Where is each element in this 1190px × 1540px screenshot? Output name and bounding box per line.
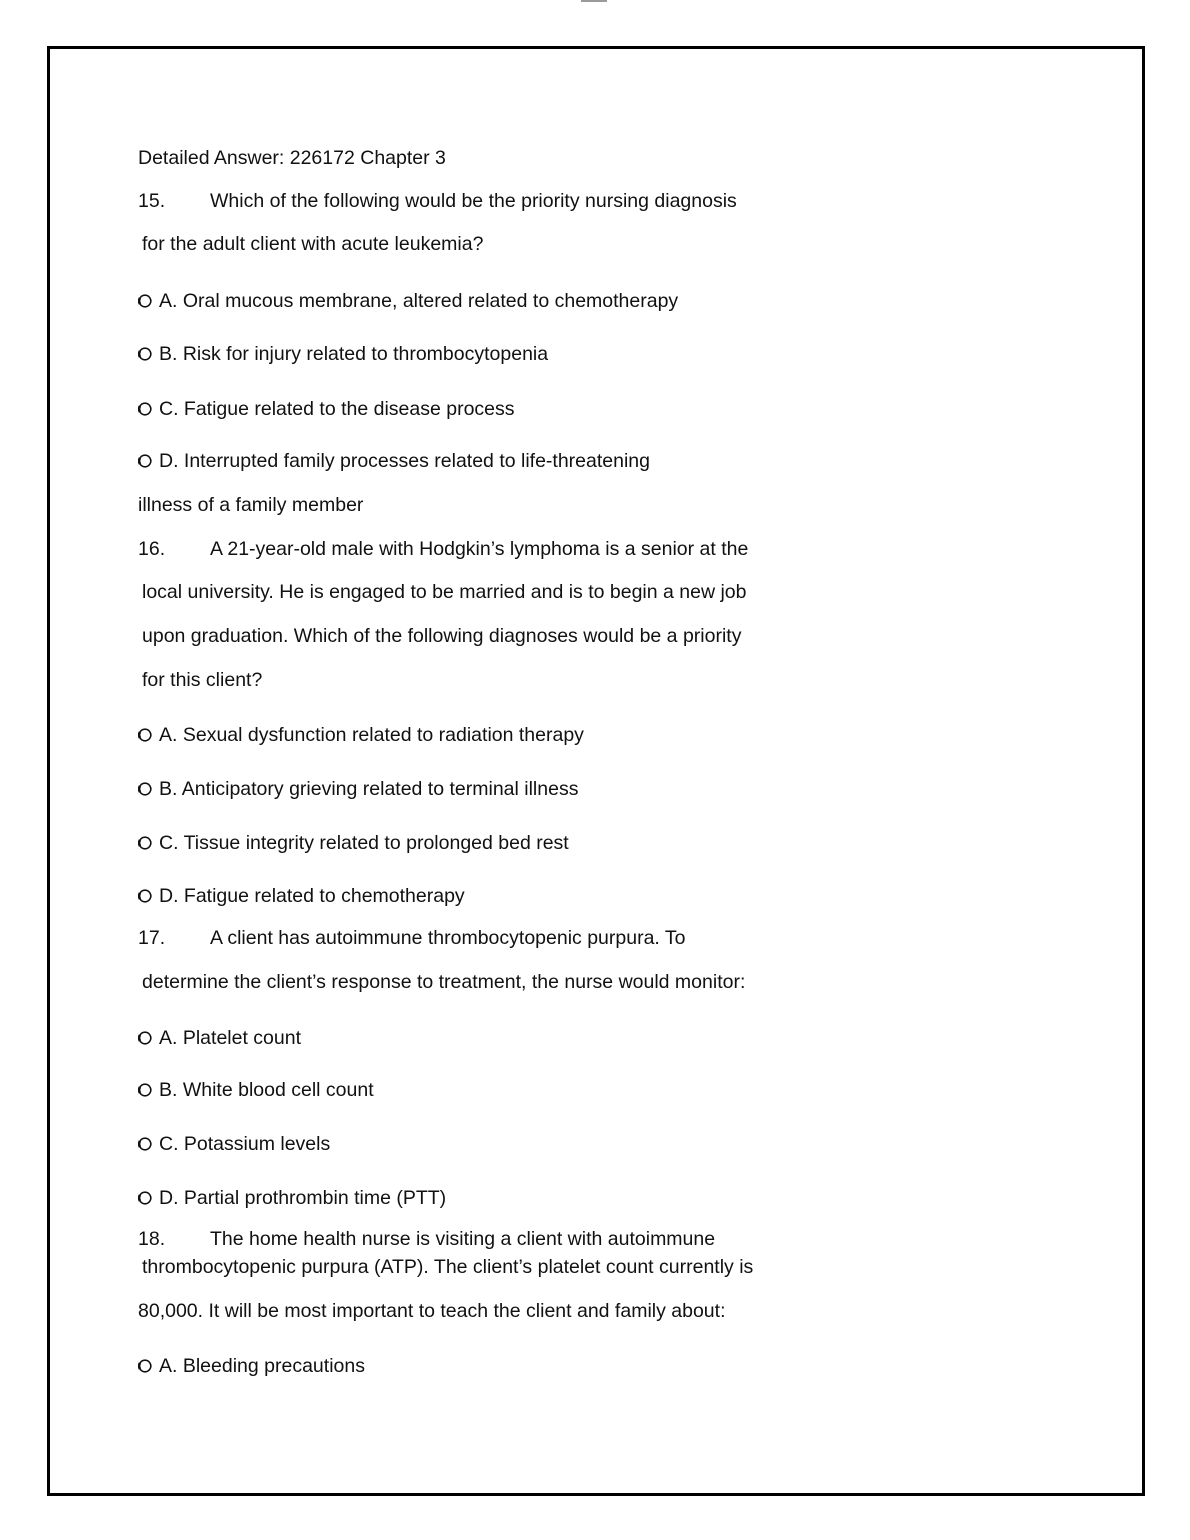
question-16-stem	[138, 537, 748, 561]
answer-option[interactable]	[138, 1354, 365, 1378]
question-number: 15.	[138, 190, 166, 212]
option-continuation: illness of a family member	[138, 494, 364, 516]
answer-option[interactable]	[138, 884, 465, 908]
question-text-line: thrombocytopenic purpura (ATP). The client’s platelet count currently is	[142, 1256, 754, 1278]
open-circle-bullet-icon	[138, 1191, 152, 1205]
question-17-stem	[138, 926, 686, 950]
answer-option[interactable]	[138, 342, 548, 366]
open-circle-bullet-icon	[138, 347, 152, 361]
open-circle-bullet-icon	[138, 889, 152, 903]
open-circle-bullet-icon	[138, 402, 152, 416]
open-circle-bullet-icon	[138, 1031, 152, 1045]
option-label: C. Fatigue related to the disease process	[159, 398, 515, 420]
answer-option[interactable]	[138, 397, 515, 421]
question-number: 17.	[138, 927, 166, 949]
option-label: D. Fatigue related to chemotherapy	[159, 885, 465, 907]
document-heading: Detailed Answer: 226172 Chapter 3	[138, 147, 446, 169]
top-page-mark	[581, 0, 607, 2]
option-label: C. Tissue integrity related to prolonged bed rest	[159, 832, 569, 854]
open-circle-bullet-icon	[138, 1359, 152, 1373]
question-text-line: The home health nurse is visiting a client with autoimmune	[210, 1228, 716, 1250]
open-circle-bullet-icon	[138, 1083, 152, 1097]
question-text-line: Which of the following would be the priority nursing diagnosis	[210, 190, 737, 212]
option-label: B. Risk for injury related to thrombocytopenia	[159, 343, 549, 365]
option-label: A. Platelet count	[159, 1027, 302, 1049]
question-number: 18.	[138, 1228, 166, 1250]
open-circle-bullet-icon	[138, 836, 152, 850]
question-15-stem	[138, 189, 737, 213]
option-label: D. Partial prothrombin time (PTT)	[159, 1187, 447, 1209]
question-number: 16.	[138, 538, 166, 560]
question-text-line: for this client?	[142, 669, 263, 691]
answer-option[interactable]	[138, 777, 578, 801]
open-circle-bullet-icon	[138, 1137, 152, 1151]
answer-option[interactable]	[138, 449, 650, 473]
open-circle-bullet-icon	[138, 782, 152, 796]
open-circle-bullet-icon	[138, 454, 152, 468]
option-label: C. Potassium levels	[159, 1133, 331, 1155]
question-text-line: for the adult client with acute leukemia?	[142, 233, 484, 255]
question-text-line: determine the client’s response to treatment, the nurse would monitor:	[142, 971, 746, 993]
option-label: B. White blood cell count	[159, 1079, 374, 1101]
open-circle-bullet-icon	[138, 294, 152, 308]
question-18-stem	[138, 1227, 715, 1251]
question-text-line: A 21-year-old male with Hodgkin’s lymphoma is a senior at the	[210, 538, 749, 560]
answer-option[interactable]	[138, 1026, 301, 1050]
open-circle-bullet-icon	[138, 728, 152, 742]
answer-option[interactable]	[138, 723, 584, 747]
question-text-line: A client has autoimmune thrombocytopenic purpura. To	[210, 927, 686, 949]
answer-option[interactable]	[138, 831, 569, 855]
answer-option[interactable]	[138, 1132, 330, 1156]
option-label: A. Sexual dysfunction related to radiation therapy	[159, 724, 584, 746]
option-label: B. Anticipatory grieving related to terminal illness	[159, 778, 579, 800]
answer-option[interactable]	[138, 1078, 374, 1102]
option-label: A. Oral mucous membrane, altered related to chemotherapy	[159, 290, 679, 312]
question-text-line: local university. He is engaged to be married and is to begin a new job	[142, 581, 747, 603]
answer-option[interactable]	[138, 289, 678, 313]
question-text-line: 80,000. It will be most important to teach the client and family about:	[138, 1300, 726, 1322]
answer-option[interactable]	[138, 1186, 446, 1210]
question-text-line: upon graduation. Which of the following diagnoses would be a priority	[142, 625, 742, 647]
option-label: D. Interrupted family processes related to life-threatening	[159, 450, 650, 472]
option-label: A. Bleeding precautions	[159, 1355, 365, 1377]
